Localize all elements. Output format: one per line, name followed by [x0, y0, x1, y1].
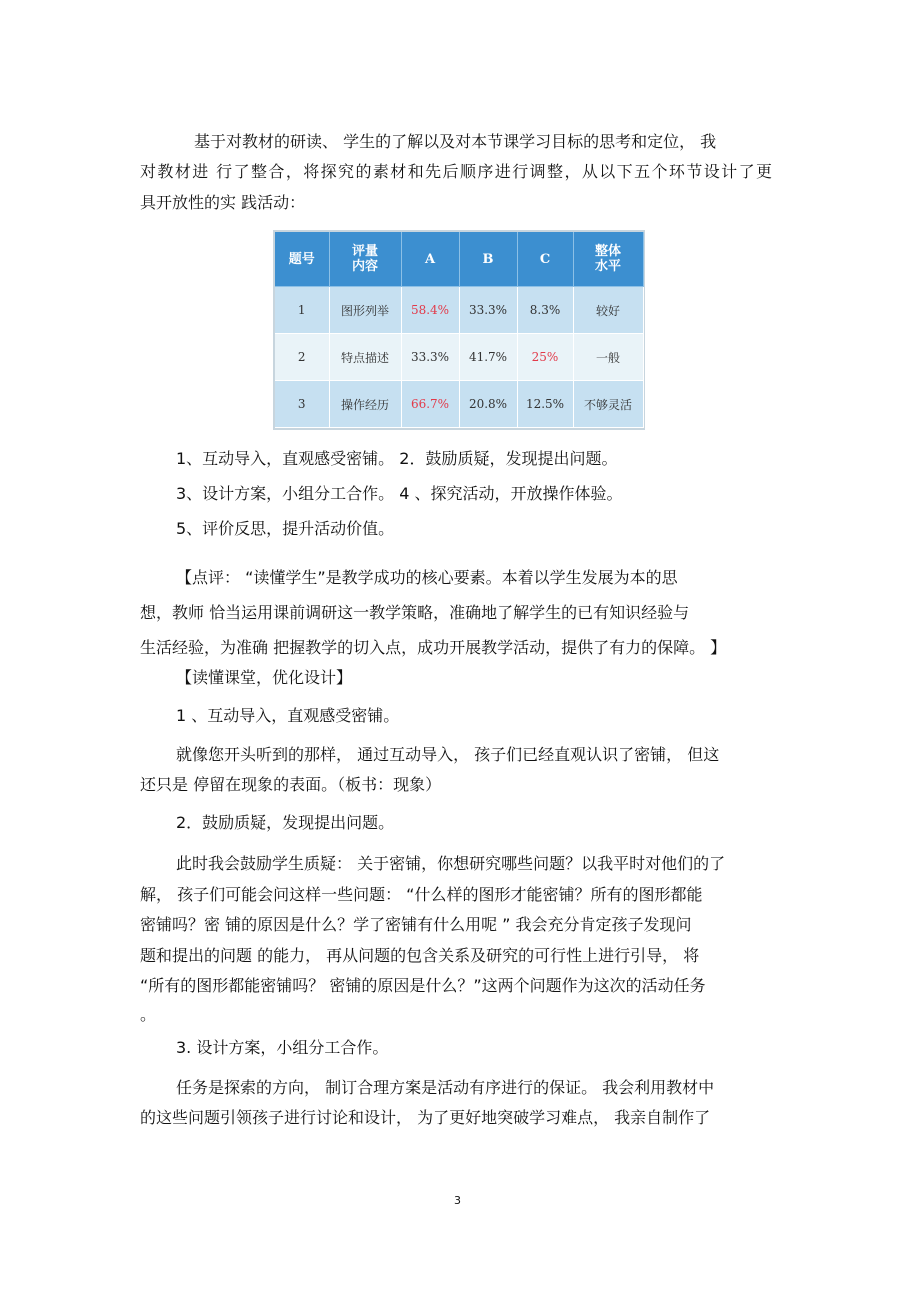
- cell-highlight: 25%: [517, 334, 573, 381]
- cell: 2: [275, 334, 329, 381]
- intro-line-3: 具开放性的实 践活动：: [140, 193, 306, 212]
- cell: 一般: [573, 334, 643, 381]
- p2-line-4: 题和提出的问题 的能力， 再从问题的包含关系及研究的可行性上进行引导， 将: [140, 946, 700, 965]
- header-content: 评量 内容: [329, 232, 401, 287]
- comment-line-2: 想，教师 恰当运用课前调研这一教学策略，准确地了解学生的已有知识经验与: [140, 603, 690, 622]
- evaluation-table: [275, 232, 644, 428]
- cell: 8.3%: [517, 287, 573, 334]
- comment-line-1: 【点评： “读懂学生”是教学成功的核心要素。本着以学生发展为本的思: [176, 568, 678, 587]
- cell: 1: [275, 287, 329, 334]
- page-number: 3: [454, 1194, 461, 1207]
- cell: 操作经历: [329, 381, 401, 428]
- header-b: B: [459, 232, 517, 287]
- comment-line-3: 生活经验，为准确 把握教学的切入点，成功开展教学活动，提供了有力的保障。 】: [140, 638, 727, 657]
- cell: 33.3%: [459, 287, 517, 334]
- intro-line-1: 基于对教材的研读、 学生的了解以及对本节课学习目标的思考和定位， 我: [194, 132, 717, 151]
- section-title: 【读懂课堂，优化设计】: [176, 668, 353, 687]
- p2-line-5: “所有的图形都能密铺吗？ 密铺的原因是什么？”这两个问题作为这次的活动任务: [140, 976, 706, 995]
- cell: 特点描述: [329, 334, 401, 381]
- p3-line-1: 任务是探索的方向， 制订合理方案是活动有序进行的保证。 我会利用教材中: [176, 1078, 715, 1097]
- subheading-1: 1 、互动导入，直观感受密铺。: [176, 706, 400, 725]
- subheading-2: 2．鼓励质疑，发现提出问题。: [176, 813, 395, 832]
- table-row: [275, 287, 643, 334]
- header-level: 整体 水平: [573, 232, 643, 287]
- steps-line-3: 5、评价反思，提升活动价值。: [176, 519, 395, 538]
- cell: 不够灵活: [573, 381, 643, 428]
- cell-highlight: 58.4%: [401, 287, 459, 334]
- p2-line-6: 。: [140, 1005, 157, 1024]
- header-number: 题号: [275, 232, 329, 287]
- cell: 3: [275, 381, 329, 428]
- evaluation-table-image: [273, 230, 645, 430]
- cell: 较好: [573, 287, 643, 334]
- p1-line-2: 还只是 停留在现象的表面。（板书：现象）: [140, 775, 442, 794]
- cell: 图形列举: [329, 287, 401, 334]
- subheading-3: 3. 设计方案，小组分工合作。: [176, 1038, 389, 1057]
- p3-line-2: 的这些问题引领孩子进行讨论和设计， 为了更好地突破学习难点， 我亲自制作了: [140, 1108, 711, 1127]
- table-row: [275, 334, 643, 381]
- cell: 33.3%: [401, 334, 459, 381]
- steps-line-1: 1、互动导入，直观感受密铺。 2．鼓励质疑，发现提出问题。: [176, 449, 618, 468]
- p2-line-2: 解， 孩子们可能会问这样一些问题： “什么样的图形才能密铺？所有的图形都能: [140, 885, 703, 904]
- steps-line-2: 3、设计方案，小组分工合作。 4 、探究活动，开放操作体验。: [176, 484, 623, 503]
- table-row: [275, 381, 643, 428]
- header-a: A: [401, 232, 459, 287]
- header-c: C: [517, 232, 573, 287]
- p1-line-1: 就像您开头听到的那样， 通过互动导入， 孩子们已经直观认识了密铺， 但这: [176, 745, 720, 764]
- cell-highlight: 66.7%: [401, 381, 459, 428]
- cell: 20.8%: [459, 381, 517, 428]
- p2-line-1: 此时我会鼓励学生质疑： 关于密铺，你想研究哪些问题？以我平时对他们的了: [176, 854, 726, 873]
- intro-line-2: 对教材进 行了整合，将探究的素材和先后顺序进行调整，从以下五个环节设计了更: [140, 162, 772, 181]
- cell: 41.7%: [459, 334, 517, 381]
- cell: 12.5%: [517, 381, 573, 428]
- p2-line-3: 密铺吗？密 铺的原因是什么？学了密铺有什么用呢 ” 我会充分肯定孩子发现问: [140, 915, 692, 934]
- table-header-row: [275, 232, 643, 287]
